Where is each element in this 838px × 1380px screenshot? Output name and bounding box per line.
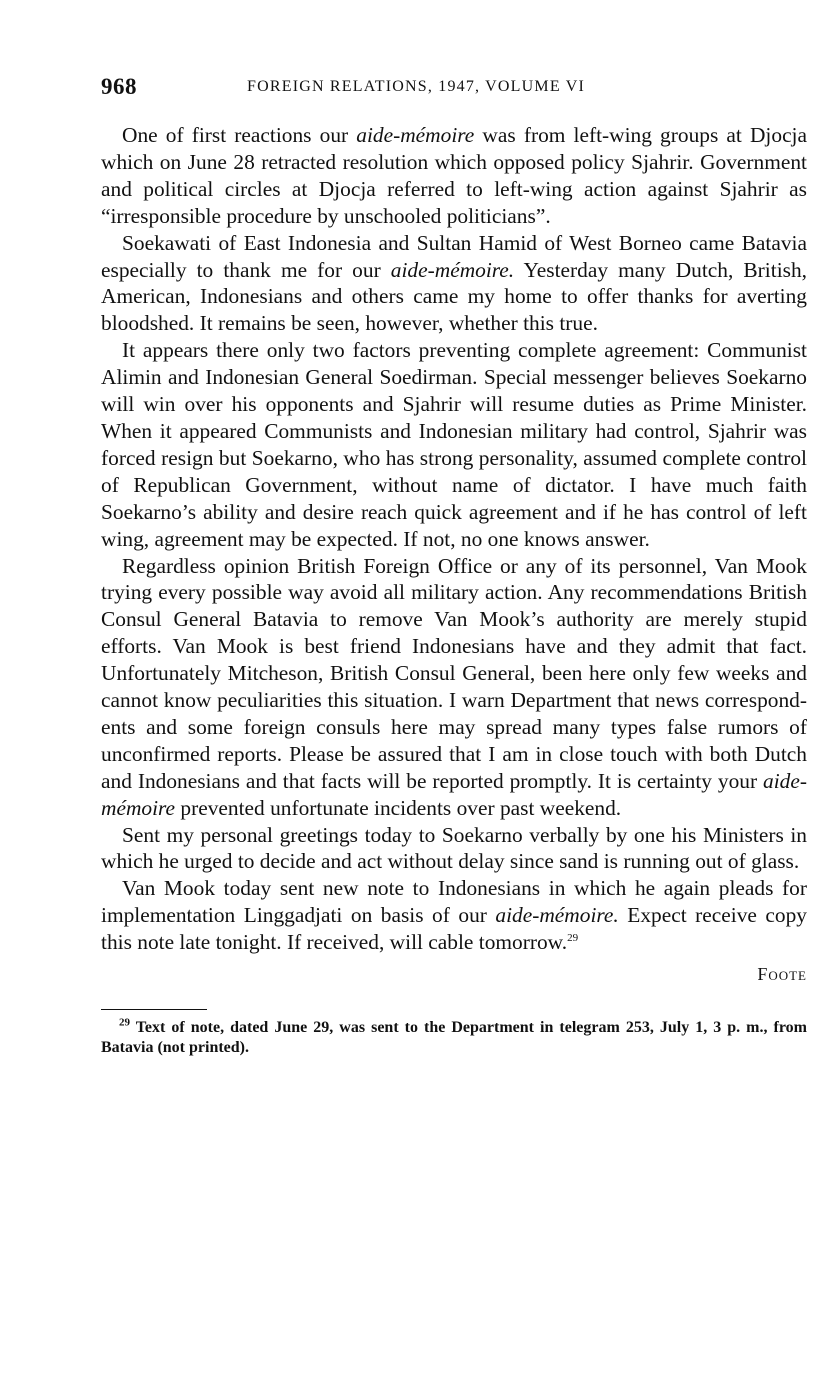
text-segment: Yesterday many Dutch, British, American, Indonesians and others came my home to offer thanks for averting bloodshed. It remains be seen, however, whether this true.	[101, 257, 808, 336]
text-segment: Regardless opinion British Foreign Office or any of its personnel, Van Mook trying every possible way avoid all military action. Any recommendations British Consul General Batavia to remove Van Mook’s authority are merely stupid efforts. Van Mook is best friend Indonesians have and they admit that fact. Unfortunately Mitcheson, British Consul General, been here only few weeks and cannot know peculiarities this situation. I warn Department that news correspondents and some foreign consuls here may spread many types false rumors of unconfirmed reports. Please be assured that I am in close touch with both Dutch and Indonesians and that facts will be reported promptly. It is certainty your	[101, 553, 807, 793]
document-page	[101, 70, 807, 1074]
paragraph	[101, 337, 807, 552]
page-number: 968	[101, 74, 137, 99]
signature: Foote	[757, 964, 807, 985]
page-header	[101, 70, 807, 104]
text-segment: prevented unfortunate incidents over past weekend.	[175, 795, 622, 820]
text-segment: Expect receive copy this note late tonight. If received, will cable tomorrow.	[101, 903, 807, 955]
text-segment: was from left-wing groups at Djocja which on June 28 retracted resolution which opposed policy Sjahrir. Government and political circles at Djocja referred to left-wing action against Sjahrir as “irresponsible procedure by unschooled politicians”.	[101, 123, 807, 228]
text-segment: Soekawati of East Indonesia and Sultan Hamid of West Borneo came Batavia especially to thank me for our	[101, 230, 807, 282]
paragraph	[101, 875, 807, 956]
body-text	[101, 122, 807, 985]
text-segment: It appears there only two factors preventing complete agreement: Communist Alimin and Indonesian General Soedirman. Special messenger believes Soekarno will win over his opponents and Sjahrir will resume duties as Prime Minister. When it appeared Communists and Indonesian military had control, Sjahrir was forced resign but Soekarno, who has strong personality, assumed complete control of Republican Government, without name of dictator. I have much faith Soekarno’s ability and desire reach quick agreement and if he has control of left wing, agreement may be expected. If not, no one knows answer.	[101, 338, 807, 551]
paragraph	[101, 230, 807, 338]
text-segment: One of first reactions our	[122, 123, 357, 147]
italic-text-segment: aide-mémoire	[356, 123, 475, 147]
footnote	[101, 1018, 807, 1058]
paragraph	[101, 553, 807, 822]
italic-text-segment: aide-mémoire.	[495, 903, 619, 928]
running-head: FOREIGN RELATIONS, 1947, VOLUME VI	[247, 78, 585, 95]
italic-text-segment: aide-mémoire	[101, 768, 807, 820]
italic-text-segment: aide-mémoire.	[390, 257, 515, 282]
text-segment: Sent my personal greetings today to Soekarno verbally by one his Ministers in which he urged to decide and act without delay since sand is running out of glass.	[101, 822, 807, 874]
paragraph	[101, 822, 807, 876]
footnote-divider	[101, 1009, 207, 1010]
paragraph	[101, 122, 807, 230]
footnote-text: Text of note, dated June 29, was sent to the Department in telegram 253, July 1, 3 p. m., from Batavia (not printed).	[101, 1019, 807, 1057]
text-segment: Van Mook today sent new note to Indonesians in which he again pleads for implementation Linggadjati on basis of our	[101, 876, 807, 928]
footnote-reference: 29	[567, 932, 579, 945]
footnote-marker: 29	[119, 1016, 130, 1029]
